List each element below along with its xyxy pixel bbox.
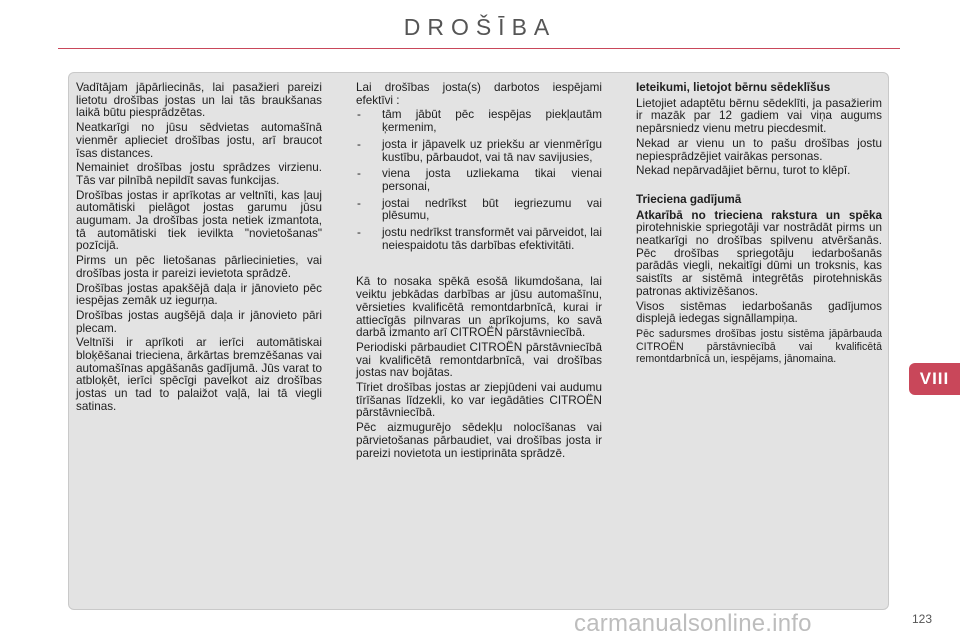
section-heading-impact: Trieciena gadījumā	[636, 192, 742, 206]
spacer	[636, 180, 882, 194]
paragraph: Kā to nosaka spēkā esošā likumdošana, lai veiktu jebkādas darbības ar jūsu automašīnu, vērsieties kvalificētā remontdarbnīcā, kurai ir attiecīgās pilnvaras un aprīkojums, ko savā darbā izmanto arī CITROËN pārstāvniecībā.	[356, 275, 602, 340]
list-item	[356, 139, 602, 164]
list-dash: -	[357, 167, 361, 181]
paragraph: Neatkarīgi no jūsu sēdvietas automašīnā vienmēr aplieciet drošības jostu, arī braucot īsas distances.	[76, 121, 322, 160]
column-seat-belts	[76, 82, 322, 416]
column-belt-efficiency	[356, 82, 602, 462]
section-heading-child-seats: Ieteikumi, lietojot bērnu sēdeklīšus	[636, 81, 831, 94]
paragraph: Pirms un pēc lietošanas pārliecinieties, vai drošības josta ir pareizi ievietota sprādzē.	[76, 254, 322, 280]
list-item	[356, 109, 602, 134]
list-dash: -	[357, 226, 361, 240]
belt-requirements-list	[356, 109, 602, 252]
paragraph: Nemainiet drošības jostu sprādzes virzienu. Tās var pilnībā nepildīt savas funkcijas.	[76, 161, 322, 187]
chapter-tab: VIII	[909, 363, 960, 395]
list-dash: -	[357, 137, 361, 151]
list-item-text: jostu nedrīkst transformēt vai pārveidot, lai neiespaidotu tās darbības efektivitāti.	[382, 226, 602, 252]
paragraph: Nekad ar vienu un to pašu drošības jostu nepiesprādzējiet vairākas personas.	[636, 136, 882, 163]
paragraph	[636, 210, 882, 299]
list-dash: -	[357, 196, 361, 210]
paragraph: Drošības jostas ir aprīkotas ar veltnīti, kas ļauj automātiski pielāgot jostas garumu jūsu augumam. Ja drošības josta netiek izmantota, tā automātiski tiek ievilkta "novietošanas" pozīcijā.	[76, 188, 322, 253]
paragraph: Vadītājam jāpārliecinās, lai pasažieri pareizi lietotu drošības jostas un lai tās braukšanas laikā būtu piesprādzētas.	[76, 81, 322, 120]
paragraph: Nekad nepārvadājiet bērnu, turot to klēpī.	[636, 164, 851, 178]
list-dash: -	[357, 108, 361, 122]
title-divider	[58, 48, 900, 49]
list-item	[356, 198, 602, 223]
paragraph: Drošības jostas augšējā daļa ir jānovieto pāri plecam.	[76, 308, 322, 335]
lead-emphasis: Atkarībā no trieciena rakstura un spēka	[636, 208, 882, 222]
paragraph: Pēc aizmugurējo sēdekļu nolocīšanas vai pārvietošanas pārbaudiet, vai drošības josta ir pareizi novietota un iestiprināta sprādzē.	[356, 421, 602, 460]
page-number: 123	[912, 612, 933, 626]
watermark: carmanualsonline.info	[574, 610, 812, 637]
paragraph: Veltnīši ir aprīkoti ar ierīci automātiskai bloķēšanai trieciena, ārkārtas bremzēšanas vai automašīnas apgāšanās gadījumā. Jūs varat to atbloķēt, ierīci spēcīgi pavelkot aiz drošības jostas un tad to palaižot vaļā, lai tā viegli satinas.	[76, 336, 322, 413]
lead-rest: pirotehniskie spriegotāji var nostrādāt pirms un neatkarīgi no drošības spilvenu atvēršanās. Pēc drošības spriegotāju iedarbošanās parādās viegli, nekaitīgi dūmi un troksnis, kas saistīts ar sistēmā integrētās pirotehniskās patronas aktivizēšanos.	[636, 221, 882, 298]
paragraph: Periodiski pārbaudiet CITROËN pārstāvniecībā vai kvalificētā remontdarbnīcā, vai drošības jostas nav bojātas.	[356, 340, 602, 380]
list-item-text: jostai nedrīkst būt iegriezumu vai plēsumu,	[382, 196, 602, 223]
list-item-text: tām jābūt pēc iespējas piekļautām ķermenim,	[382, 108, 602, 135]
paragraph: Tīriet drošības jostas ar ziepjūdeni vai audumu tīrīšanas līdzekli, ko var iegādāties CITROËN pārstāvniecībā.	[356, 381, 602, 420]
list-item-text: viena josta uzliekama tikai vienai personai,	[382, 167, 602, 193]
page-title: DROŠĪBA	[403, 14, 557, 40]
paragraph: Pēc sadursmes drošības jostu sistēma jāpārbauda CITROËN pārstāvniecībā vai kvalificētā remontdarbnīcā un, iespējams, jānomaina.	[636, 327, 882, 366]
list-item	[356, 227, 602, 252]
list-item	[356, 168, 602, 193]
list-item-text: josta ir jāpavelk uz priekšu ar vienmērīgu kustību, pārbaudot, vai tā nav savijusies,	[382, 137, 602, 164]
intro-paragraph: Lai drošības josta(s) darbotos iespējami efektīvi :	[356, 81, 602, 107]
paragraph: Visos sistēmas iedarbošanās gadījumos displejā iedegas signāllampiņa.	[636, 299, 882, 326]
column-child-seats	[636, 82, 882, 368]
spacer	[356, 256, 602, 276]
paragraph: Drošības jostas apakšējā daļa ir jānovieto pēc iespējas zemāk uz iegurņa.	[76, 281, 322, 308]
paragraph: Lietojiet adaptētu bērnu sēdeklīti, ja pasažierim ir mazāk par 12 gadiem vai viņa augums nepārsniedz vienu metru piecdesmit.	[636, 96, 882, 136]
